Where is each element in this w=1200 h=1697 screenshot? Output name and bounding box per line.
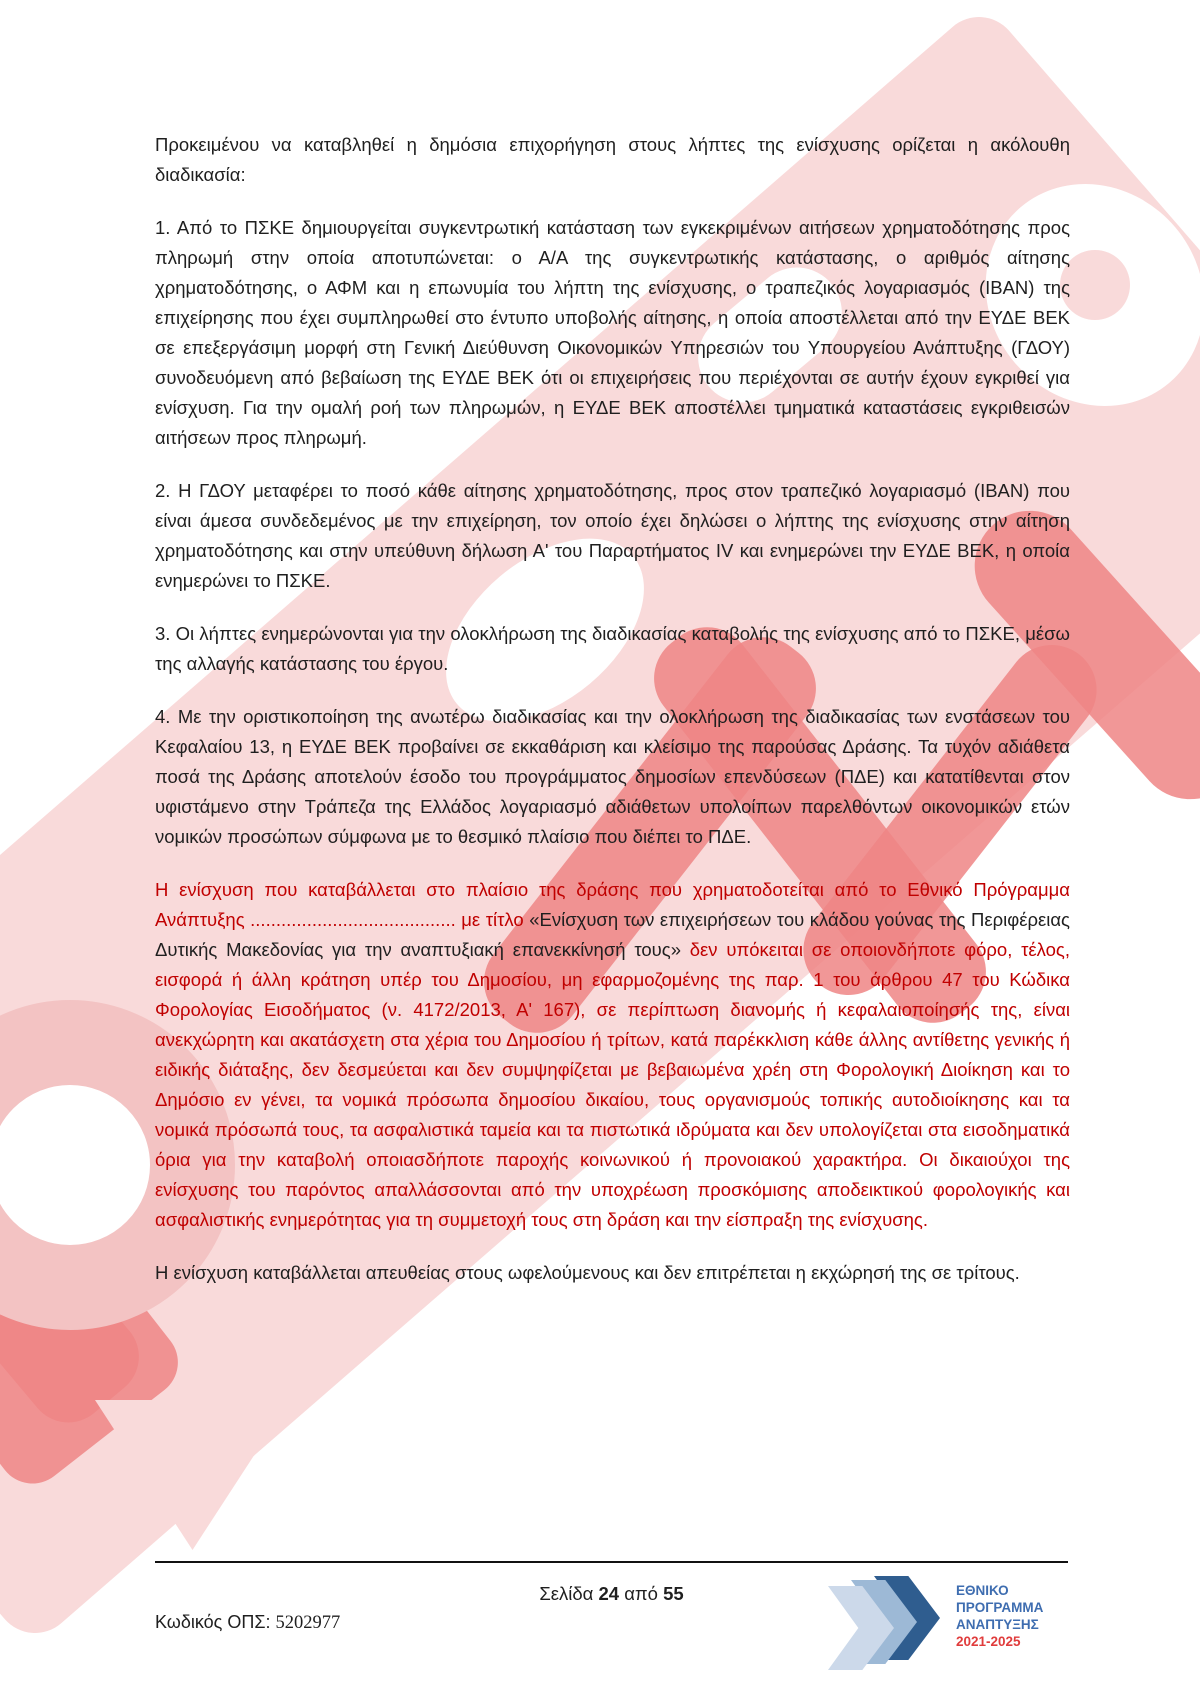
logo-years: 2021-2025 (956, 1634, 1021, 1649)
logo-text (956, 1582, 1043, 1650)
page-number-current: 24 (598, 1583, 620, 1604)
paragraph-item-1: 1. Από το ΠΣΚΕ δημιουργείται συγκεντρωτική κατάσταση των εγκεκριμένων αιτήσεων χρηματοδότησης προς πληρωμή στην οποία αποτυπώνεται: ο Α/Α της συγκεντρωτικής κατάστασης, ο αριθμός αίτησης χρηματοδότησης, ο ΑΦΜ και η επωνυμία του λήπτη της ενίσχυσης, ο τραπεζικός λογαριασμός (ΙΒΑΝ) της επιχείρησης που έχει συμπληρωθεί στο έντυπο υποβολής αίτησης, η οποία αποστέλλεται από την ΕΥΔΕ ΒΕΚ σε επεξεργάσιμη μορφή στη Γενική Διεύθυνση Οικονομικών Υπηρεσιών του Υπουργείου Ανάπτυξης (ΓΔΟΥ) συνοδευόμενη από βεβαίωση της ΕΥΔΕ ΒΕΚ ότι οι επιχειρήσεις που περιέχονται σε αυτήν έχουν εγκριθεί για ενίσχυση. Για την ομαλή ροή των πληρωμών, η ΕΥΔΕ ΒΕΚ αποστέλλει τμηματικά καταστάσεις εγκριθεισών αιτήσεων προς πληρωμή. (155, 217, 1070, 448)
paragraph-closing: Η ενίσχυση καταβάλλεται απευθείας στους ωφελούμενους και δεν επιτρέπεται η εκχώρησή της σε τρίτους. (155, 1262, 1020, 1283)
paragraph-item-2: 2. Η ΓΔΟΥ μεταφέρει το ποσό κάθε αίτησης χρηματοδότησης, προς στον τραπεζικό λογαριασμό (ΙΒΑΝ) που είναι άμεσα συνδεδεμένος με την επιχείρηση, τον οποίο έχει δηλώσει ο λήπτης της ενίσχυσης στην αίτηση χρηματοδότησης και στην υπεύθυνη δήλωση Α' του Παραρτήματος IV και ενημερώνει την ΕΥΔΕ ΒΕΚ, η οποία ενημερώνει το ΠΣΚΕ. (155, 480, 1070, 591)
national-development-program-logo (828, 1572, 1128, 1672)
logo-line-1: ΕΘΝΙΚΟ (956, 1583, 1009, 1598)
logo-line-3: ΑΝΑΠΤΥΞΗΣ (956, 1617, 1039, 1632)
watermark-letter-counter (1060, 250, 1130, 320)
paragraph-intro: Προκειμένου να καταβληθεί η δημόσια επιχορήγηση στους λήπτες της ενίσχυσης ορίζεται η ακόλουθη διαδικασία: (155, 134, 1070, 185)
paragraph-item-3: 3. Οι λήπτες ενημερώνονται για την ολοκλήρωση της διαδικασίας καταβολής της ενίσχυσης από το ΠΣΚΕ, μέσω της αλλαγής κατάστασης του έργου. (155, 623, 1070, 674)
ops-code-value: 5202977 (275, 1613, 341, 1633)
paragraph-item-4: 4. Με την οριστικοποίηση της ανωτέρω διαδικασίας και την ολοκλήρωση της διαδικασίας των ενστάσεων του Κεφαλαίου 13, η ΕΥΔΕ ΒΕΚ προβαίνει σε εκκαθάριση και κλείσιμο της παρούσας Δράσης. Τα τυχόν αδιάθετα ποσά της Δράσης αποτελούν έσοδο του προγράμματος δημοσίων επενδύσεων (ΠΔΕ) και κατατίθενται στον υφιστάμενο στην Τράπεζα της Ελλάδος λογαριασμό αδιάθετων υπολοίπων παρελθόντων οικονομικών ετών νομικών προσώπων σύμφωνα με το θεσμικό πλαίσιο που διέπει το ΠΔΕ. (155, 706, 1070, 847)
page-number-separator: από (624, 1583, 658, 1604)
logo-line-2: ΠΡΟΓΡΑΜΜΑ (956, 1600, 1044, 1615)
red-clause-lead: Η ενίσχυση που καταβάλλεται στο πλαίσιο της δράσης που χρηματοδοτείται από το Εθνικό Πρόγραμμα Ανάπτυξης ........................................ με τίτλο (155, 879, 1070, 930)
ops-code (155, 1612, 340, 1634)
document-body (155, 130, 1070, 1311)
page-number-total: 55 (663, 1583, 684, 1604)
red-clause-body: δεν υπόκειται σε οποιονδήποτε φόρο, τέλος, εισφορά ή άλλη κράτηση υπέρ του Δημοσίου, μη εφαρμοζομένης της παρ. 1 του άρθρου 47 του Κώδικα Φορολογίας Εισοδήματος (ν. 4172/2013, Α' 167), σε περίπτωση διανομής ή κεφαλαιοποίησής της, είναι ανεκχώρητη και ακατάσχετη στα χέρια του Δημοσίου ή τρίτων, κατά παρέκκλιση κάθε άλλης αντίθετης γενικής ή ειδικής διάταξης, δεν δεσμεύεται και δεν συμψηφίζεται με βεβαιωμένα χρέη στη Φορολογική Διοίκηση και το Δημόσιο εν γένει, τα νομικά πρόσωπα δημοσίου δικαίου, τους οργανισμούς τοπικής αυτοδιοίκησης και τα νομικά πρόσωπά τους, τα ασφαλιστικά ταμεία και τα πιστωτικά ιδρύματα και δεν υπολογίζεται στα εισοδηματικά όρια για την καταβολή οποιασδήποτε παροχής κοινωνικού ή προνοιακού χαρακτήρα. Οι δικαιούχοι της ενίσχυσης του παρόντος απαλλάσσονται από την υποχρέωση προσκόμισης αποδεικτικού φορολογικής και ασφαλιστικής ενημερότητας για τη συμμετοχή τους στη δράση και την είσπραξη της ενίσχυσης. (155, 939, 1070, 1230)
paragraph-red-clause (155, 875, 1070, 1235)
action-title-quote: «Ενίσχυση των επιχειρήσεων του κλάδου γούνας της Περιφέρειας Δυτικής Μακεδονίας για την αναπτυξιακή επανεκκίνησή τους» (155, 909, 1070, 960)
footer-divider (155, 1561, 1068, 1563)
ops-code-label: Κωδικός ΟΠΣ: (155, 1612, 271, 1632)
page-number-label: Σελίδα (539, 1583, 594, 1604)
